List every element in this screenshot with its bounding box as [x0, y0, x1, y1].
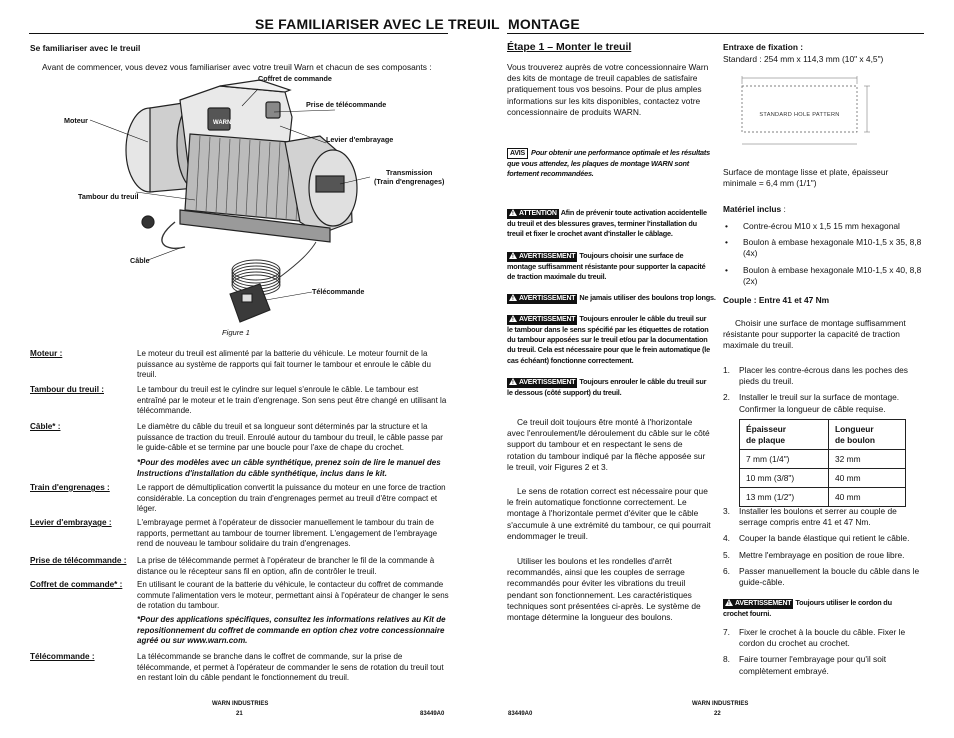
mount-para-1: Ce treuil doit toujours être monté à l'horizontale avec l'enroulement/le déroulement du câble sur le côté support du tambour et en respectant le sens de rotation du tambour indiqué par la flèche apposée sur le treuil, voir Figures 2 et 3. — [507, 417, 710, 472]
materiel-item: • Contre-écrou M10 x 1,5 15 mm hexagonal — [723, 221, 923, 232]
step-item: 7. Fixer le crochet à la boucle du câble. Fixer le cordon du crochet au crochet. — [723, 627, 906, 649]
couple-title: Couple : Entre 41 et 47 Nm — [723, 295, 830, 305]
warn-logo: WARN — [213, 120, 232, 126]
def-term-coffret: Coffret de commande* : — [30, 580, 123, 589]
def-text-train: Le rapport de démultiplication convertit la puissance du moteur en une force de traction considérable. La conception du train d'engrenages permet au treuil d'être compact et léger. — [137, 483, 446, 514]
warning-triangle-icon — [509, 315, 517, 322]
surface-text: Surface de montage lisse et plate, épaisseur minimale = 6,4 mm (1/1") — [723, 167, 889, 189]
couple-intro: Choisir une surface de montage suffisamment résistante pour supporter la capacité de traction maximale du treuil. — [723, 318, 906, 351]
step-title: Étape 1 – Monter le treuil — [507, 41, 632, 53]
step-item: 5. Mettre l'embrayage en position de roue libre. — [723, 549, 905, 560]
warning-1: !AVERTISSEMENT Toujours choisir une surface de montage suffisamment résistante pour supporter la capacité de traction maximale du treuil. — [507, 251, 712, 282]
warning-3-badge: !AVERTISSEMENT — [507, 315, 577, 325]
warning-final: !AVERTISSEMENT Toujours utiliser le cordon du crochet fourni. — [723, 598, 913, 619]
mount-para-2: Le sens de rotation correct est nécessaire pour que le frein automatique fonctionne correctement. Le montage à l'horizontale permet d'éviter que le câble s'accumule à une extrémité du tambour, ce qui pourrait endommager le treuil. — [507, 486, 711, 541]
step-item: 2. Installer le treuil sur la surface de montage. Confirmer la longueur de câble requise. — [723, 392, 900, 414]
def-text-prise: La prise de télécommande permet à l'opérateur de brancher le fil de la commande à distance ou le récepteur sans fil en option, afin de contrôler le treuil. — [137, 556, 435, 576]
table-cell: 10 mm (3/8") — [740, 469, 829, 488]
step-item: 8. Faire tourner l'embrayage pour qu'il soit complètement embrayé. — [723, 654, 887, 676]
def-text-cable: Le diamètre du câble du treuil et sa longueur sont déterminés par la structure et la puissance de traction du treuil. Enroulé autour du tambour du treuil, le câble passe par le guide-câble et se termine par une boucle pour l'axe de chape du crochet. — [137, 422, 443, 453]
left-intro: Avant de commencer, vous devez vous familiariser avec votre treuil Warn et chacun de ses composants : — [42, 62, 432, 72]
warning-4: !AVERTISSEMENT Toujours enrouler le câble du treuil sur le dessous (côté support) du treuil. — [507, 377, 712, 398]
warning-1-badge: !AVERTISSEMENT — [507, 252, 577, 262]
hole-pattern-diagram — [732, 74, 887, 154]
right-footer-code: 83449A0 — [508, 711, 533, 717]
avis-text: Pour obtenir une performance optimale et les résultats que vous attendez, les plaques de montage WARN sont fortement recommandées. — [507, 148, 710, 179]
step-item: 1. Placer les contre-écrous dans les poches des pieds du treuil. — [723, 365, 908, 387]
label-moteur: Moteur — [64, 116, 88, 125]
step-item: 4. Couper la bande élastique qui retient le câble. — [723, 533, 910, 544]
table-cell: 40 mm — [829, 488, 906, 507]
label-coffret: Coffret de commande — [258, 74, 332, 83]
mount-para-3: Utiliser les boulons et les rondelles d'arrêt recommandés, ainsi que les couples de serrage recommandés pour éviter les vibrations du treuil pendant son fonctionnement. Les caractéristiques techniques sont présentées ci-après. Le système de montage détermine la longueur des boulons. — [507, 556, 701, 623]
def-text-coffret: En utilisant le courant de la batterie du véhicule, le contacteur du coffret de commande commute l'alimentation vers le moteur, permettant ainsi à l'opérateur de changer le sens de rotation du tambour. — [137, 580, 449, 611]
def-text-moteur: Le moteur du treuil est alimenté par la batterie du véhicule. Le moteur fournit de la puissance au système de rapports qui fait tourner le tambour et enroule le câble du treuil. — [137, 349, 431, 380]
def-term-train: Train d'engrenages : — [30, 483, 110, 492]
warning-triangle-icon — [725, 599, 733, 606]
label-tambour: Tambour du treuil — [78, 192, 139, 201]
table-row — [740, 450, 906, 469]
table-cell: 7 mm (1/4") — [740, 450, 829, 469]
def-note-cable: *Pour des modèles avec un câble synthétique, prenez soin de lire le manuel des Instructions d'installation du câble synthétique, inclus dans le kit. — [137, 458, 441, 478]
table-header: Longueur de boulon — [829, 420, 906, 450]
table-cell: 13 mm (1/2") — [740, 488, 829, 507]
steps-c — [723, 627, 921, 682]
step-item: 3. Installer les boulons et serrer au couple de serrage compris entre 41 et 47 Nm. — [723, 506, 897, 528]
def-term-tambour: Tambour du treuil : — [30, 385, 104, 394]
def-term-cable: Câble* : — [30, 422, 61, 431]
right-header-rule — [507, 33, 924, 34]
left-footer-page: 21 — [236, 711, 243, 717]
label-transmission: Transmission (Train d'engrenages) — [374, 168, 445, 186]
label-prise: Prise de télécommande — [306, 100, 387, 109]
materiel-item: • Boulon à embase hexagonale M10-1,5 x 40, 8,8 (2x) — [723, 265, 923, 287]
steps-b — [723, 506, 921, 593]
def-term-moteur: Moteur : — [30, 349, 63, 358]
warning-2-badge: !AVERTISSEMENT — [507, 294, 577, 304]
def-text-levier: L'embrayage permet à l'opérateur de dissocier manuellement le tambour du train de rapports, permettant au tambour de tourner librement. L'engagement de l'embrayage rend de nouveau le tambour solidaire du train d'engrenages. — [137, 518, 438, 549]
warning-triangle-icon — [509, 378, 517, 385]
steps-a — [723, 365, 921, 420]
right-footer-company: WARN INDUSTRIES — [692, 701, 749, 707]
def-term-prise: Prise de télécommande : — [30, 556, 127, 565]
warning-triangle-icon — [509, 252, 517, 259]
table-cell: 32 mm — [829, 450, 906, 469]
bolt-table — [739, 419, 906, 507]
warning-2: !AVERTISSEMENT Ne jamais utiliser des boulons trop longs. — [507, 293, 717, 304]
winch-illustration — [30, 72, 450, 342]
right-footer-page: 22 — [714, 711, 721, 717]
def-note-coffret: *Pour des applications spécifiques, consultez les informations relatives au Kit de repositionnement du coffret de commande en option chez votre concessionnaire agréé ou sur www.warn.com. — [137, 615, 446, 646]
attention-badge: !ATTENTION — [507, 209, 559, 219]
fixation-title: Entraxe de fixation : — [723, 42, 804, 52]
warning-triangle-icon — [509, 209, 517, 216]
label-cable: Câble — [130, 256, 150, 265]
mount-intro: Vous trouverez auprès de votre concessionnaire Warn des kits de montage de treuil capables de satisfaire pratiquement tous vos besoins. Pour de plus amples informations sur les kits disponibles, contactez votre concessionnaire de produits WARN. — [507, 62, 709, 117]
warning-4-badge: !AVERTISSEMENT — [507, 378, 577, 388]
materiel-item: • Boulon à embase hexagonale M10-1,5 x 35, 8,8 (4x) — [723, 237, 923, 259]
left-footer-company: WARN INDUSTRIES — [212, 701, 269, 707]
fixation-value: Standard : 254 mm x 114,3 mm (10" x 4,5") — [723, 54, 884, 64]
avis-notice — [507, 148, 712, 179]
left-footer-code: 83449A0 — [420, 711, 445, 717]
left-page-header: SE FAMILIARISER AVEC LE TREUIL — [255, 16, 500, 32]
label-telecommande: Télécommande — [312, 287, 365, 296]
left-subheading: Se familiariser avec le treuil — [30, 43, 141, 53]
warning-3: !AVERTISSEMENT Toujours enrouler le câble du treuil sur le tambour dans le sens spécifié par les étiquettes de rotation du tambour apposées sur le treuil et/ou par la documentation du treuil. Cela est nécessaire pour que le frein automatique (le cas échéant) fonctionne correctement. — [507, 314, 712, 366]
warning-final-badge: !AVERTISSEMENT — [723, 599, 793, 609]
winch-figure — [30, 72, 450, 342]
warning-triangle-icon — [509, 294, 517, 301]
def-term-telecommande: Télécommande : — [30, 652, 95, 661]
materiel-list — [723, 221, 923, 292]
def-text-telecommande: La télécommande se branche dans le coffret de commande, sur la prise de télécommande, et permet à l'opérateur de commander le sens de rotation du treuil tout en restant loin du câble pendant le fonctionnement du treuil. — [137, 652, 444, 683]
table-row — [740, 469, 906, 488]
right-page-header: MONTAGE — [508, 16, 580, 32]
materiel-title: Matériel inclus : — [723, 204, 786, 214]
left-header-rule — [29, 33, 448, 34]
def-term-levier: Levier d'embrayage : — [30, 518, 112, 527]
table-header: Épaisseur de plaque — [740, 420, 829, 450]
avis-badge: AVIS — [507, 148, 528, 159]
table-cell: 40 mm — [829, 469, 906, 488]
figure-caption: Figure 1 — [222, 328, 250, 337]
step-item: 6. Passer manuellement la boucle du câble dans le guide-câble. — [723, 565, 920, 588]
label-levier: Levier d'embrayage — [326, 135, 394, 144]
attention-text: Afin de prévenir toute activation accidentelle du treuil et des blessures graves, terminer l'installation du treuil et fixer le crochet avant d'installer le câblage. — [507, 208, 707, 239]
def-text-tambour: Le tambour du treuil est le cylindre sur lequel s'enroule le câble. Le tambour est entraîné par le moteur et le train d'engrenage. Son sens peut être changé en utilisant la télécommande. — [137, 385, 447, 416]
pattern-label: STANDARD HOLE PATTERN — [759, 112, 840, 118]
attention-notice — [507, 208, 712, 239]
table-row — [740, 488, 906, 507]
